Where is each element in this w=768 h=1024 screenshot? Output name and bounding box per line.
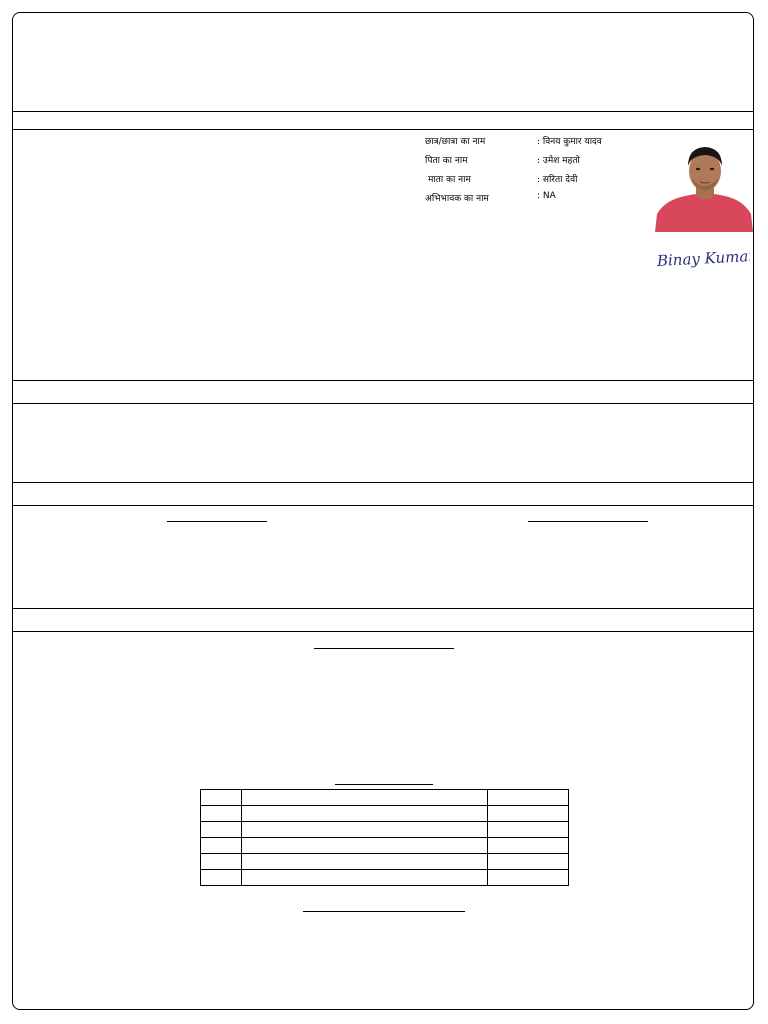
table-cell xyxy=(242,870,488,886)
table-cell xyxy=(242,790,488,806)
table-cell xyxy=(488,790,569,806)
section-divider xyxy=(12,631,754,632)
underline-right xyxy=(528,521,648,522)
section-divider xyxy=(12,403,754,404)
section-divider xyxy=(12,608,754,609)
table-cell xyxy=(201,870,242,886)
father-name-value: : उमेश महतो xyxy=(537,156,580,166)
underline-center xyxy=(314,648,454,649)
father-name-label: पिता का नाम xyxy=(425,156,468,166)
table-row xyxy=(201,854,569,870)
photo-image xyxy=(655,138,753,232)
underline-left xyxy=(167,521,267,522)
table-cell xyxy=(488,822,569,838)
section-divider xyxy=(12,505,754,506)
table-cell xyxy=(488,870,569,886)
table-cell xyxy=(242,806,488,822)
table-cell xyxy=(242,822,488,838)
table-row xyxy=(201,806,569,822)
student-signature xyxy=(655,244,750,272)
student-name-value: : विनय कुमार यादव xyxy=(537,137,602,147)
student-name-label: छात्र/छात्रा का नाम xyxy=(425,137,486,147)
section-divider xyxy=(12,111,754,112)
underline-bottom xyxy=(303,911,465,912)
mother-name-value: : सरिता देवी xyxy=(537,175,578,185)
section-divider xyxy=(12,482,754,483)
guardian-name-label: अभिभावक का नाम xyxy=(425,194,489,204)
table-row xyxy=(201,790,569,806)
table-cell xyxy=(201,822,242,838)
underline-table-title xyxy=(335,784,433,785)
table-cell xyxy=(201,806,242,822)
table-cell xyxy=(201,854,242,870)
signature-text: Binay Kumar xyxy=(656,246,750,270)
table-cell xyxy=(488,854,569,870)
guardian-name-value: : NA xyxy=(537,191,556,201)
signature-image xyxy=(655,244,750,272)
section-divider xyxy=(12,380,754,381)
table-row xyxy=(201,822,569,838)
student-photo xyxy=(655,138,753,232)
table-row xyxy=(201,838,569,854)
table-cell xyxy=(488,806,569,822)
table-cell xyxy=(488,838,569,854)
table-row xyxy=(201,870,569,886)
table-cell xyxy=(201,838,242,854)
table-cell xyxy=(201,790,242,806)
table-cell xyxy=(242,838,488,854)
mother-name-label: माता का नाम xyxy=(428,175,471,185)
table-cell xyxy=(242,854,488,870)
marks-table xyxy=(200,789,569,886)
section-divider xyxy=(12,129,754,130)
